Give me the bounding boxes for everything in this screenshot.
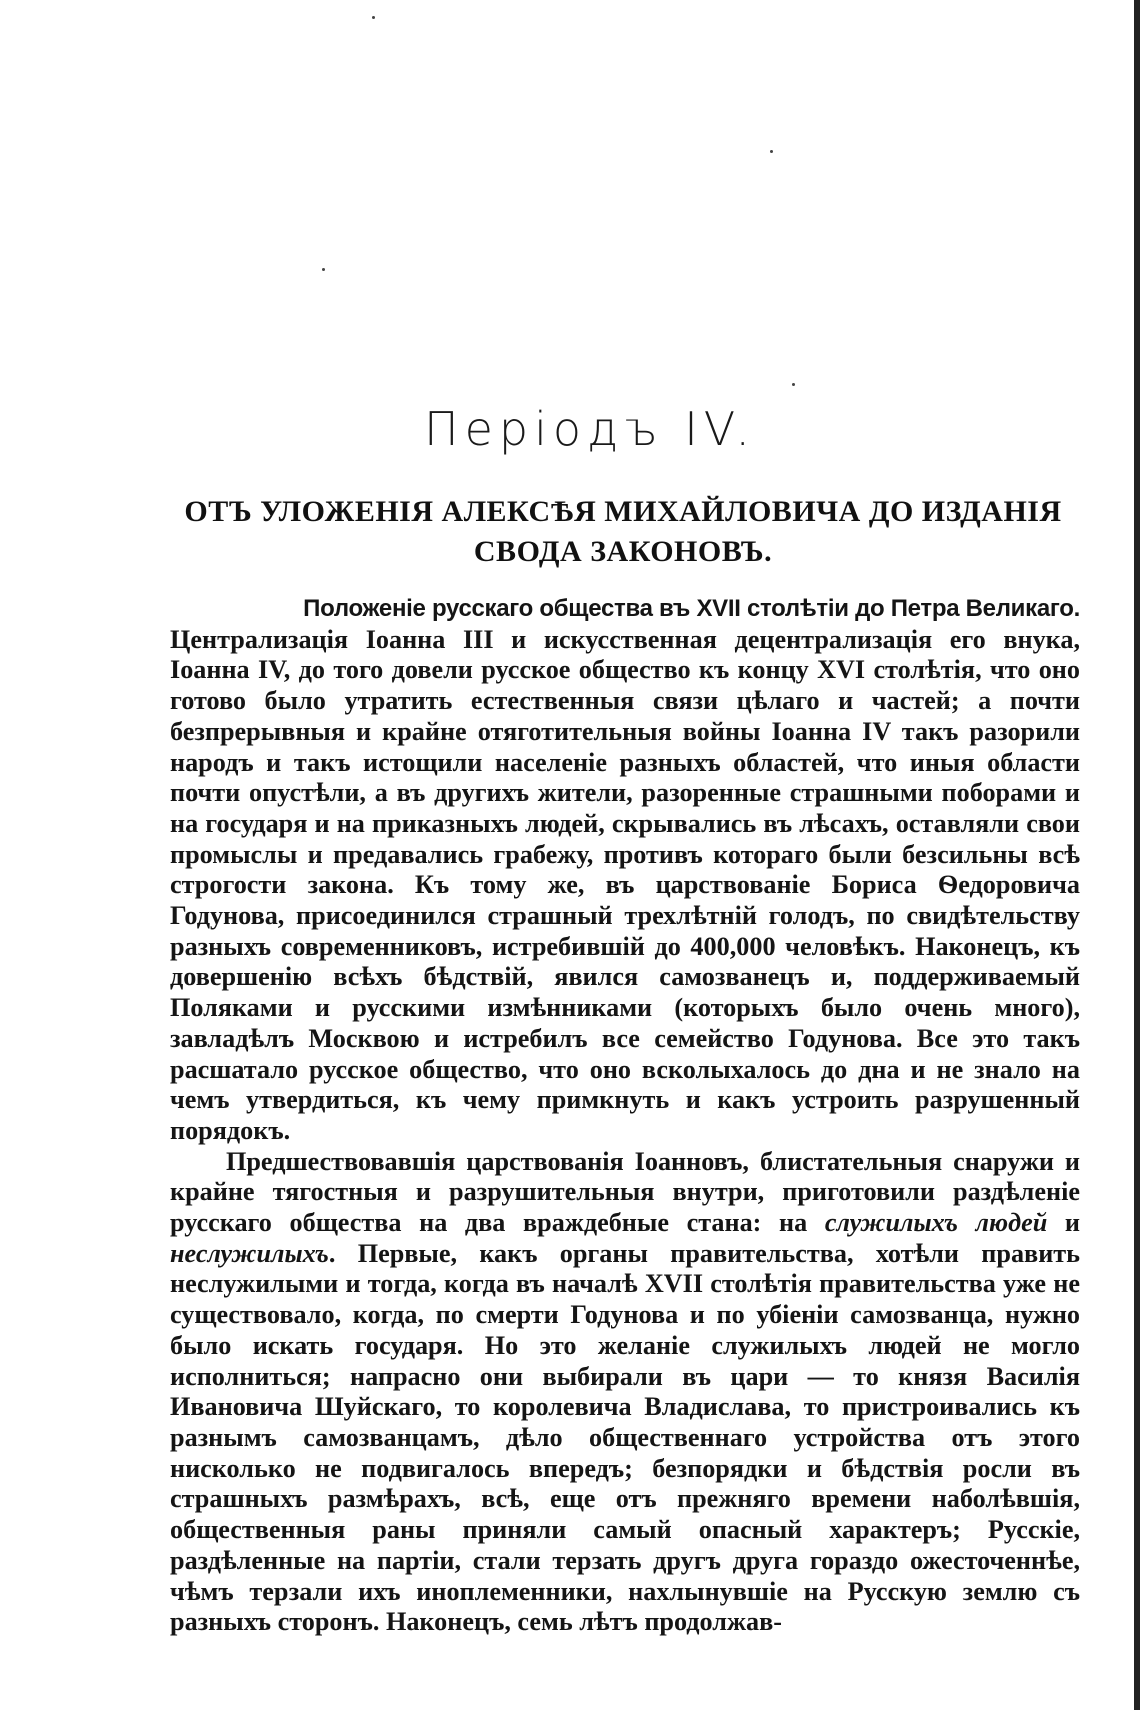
page-edge-shadow <box>1134 0 1140 1710</box>
paragraph-2-italic-2: неслужилыхъ <box>170 1238 329 1268</box>
paragraph-1-text: Централизація Іоанна III и искусственная децентрализація его внука, Іоанна IV, до того довели русское общество къ концу XVI столѣтія, что оно готово было утратить естественныя связи цѣлаго и частей; а почти безпрерывныя и крайне отяготительныя войны Іоанна IV такъ разорили народъ и такъ истощили населеніе разныхъ областей, что иныя области почти опустѣли, а въ другихъ жители, разоренные страшными поборами и на государя и на приказныхъ людей, скрывались въ лѣсахъ, оставляли свои промыслы и предавались грабежу, противъ котораго были безсильны всѣ строгости закона. Къ тому же, въ царствованіе Бориса Ѳедоровича Годунова, присоединился страшный трехлѣтній голодъ, по свидѣтельству разныхъ современниковъ, истребившій до 400,000 человѣкъ. Наконецъ, къ довершенію всѣхъ бѣдствій, явился самозванецъ и, поддерживаемый Поляками и русскими измѣнниками (которыхъ было очень много), завладѣлъ Москвою и истребилъ все семейство Годунова. Все это такъ расшатало русское общество, что оно всколыхалось до дна и не знало на чемъ утвердиться, къ чему примкнуть и какъ устроить разрушенный порядокъ. <box>170 624 1080 1145</box>
body-text <box>170 594 1080 1638</box>
paragraph-2-text-a: Предшествовавшія царствованія Іоанновъ, блистательныя снаружи и крайне тягостныя и разрушительныя внутри, приготовили раздѣленіе русскаго общества на два враждебные стана: на <box>170 1146 1080 1238</box>
scan-speck <box>372 16 375 19</box>
paragraph-2-text-b: . Первые, какъ органы правительства, хотѣли править неслужилыми и тогда, когда въ началѣ XVII столѣтія правительства уже не существовало, когда, по смерти Годунова и по убіеніи самозванца, нужно было искать государя. Но это желаніе служилыхъ людей не могло исполниться; напрасно они выбирали въ цари — то князя Василія Ивановича Шуйскаго, то королевича Владислава, то пристроивались къ разнымъ самозванцамъ, дѣло общественнаго устройства отъ этого нисколько не подвигалось впередъ; безпорядки и бѣдствія росли въ страшныхъ размѣрахъ, всѣ, еще отъ прежняго времени наболѣвшія, общественныя раны приняли самый опасный характеръ; Русскіе, раздѣленные на партіи, стали терзать другъ друга гораздо ожесточеннѣе, чѣмъ терзали ихъ иноплеменники, нахлынувшіе на Русскую землю съ разныхъ сторонъ. Наконецъ, семь лѣтъ продолжав- <box>170 1238 1080 1637</box>
scan-speck <box>770 150 773 153</box>
paragraph-2-italic-1: служилыхъ людей <box>824 1208 1048 1238</box>
scan-speck <box>322 268 325 271</box>
section-heading: ОТЪ УЛОЖЕНІЯ АЛЕКСѢЯ МИХАЙЛОВИЧА ДО ИЗДАНІЯ СВОДА ЗАКОНОВЪ. <box>184 495 1062 568</box>
scan-speck <box>792 383 795 386</box>
lead-heading: Положеніе русскаго общества въ XVII столѣтіи до Петра Великаго. <box>303 595 1080 622</box>
paragraph-2-and: и <box>1064 1208 1080 1238</box>
paragraph-2 <box>170 1147 1080 1638</box>
period-title: Періодъ IV. <box>424 402 756 456</box>
paragraph-1 <box>170 594 1080 1147</box>
